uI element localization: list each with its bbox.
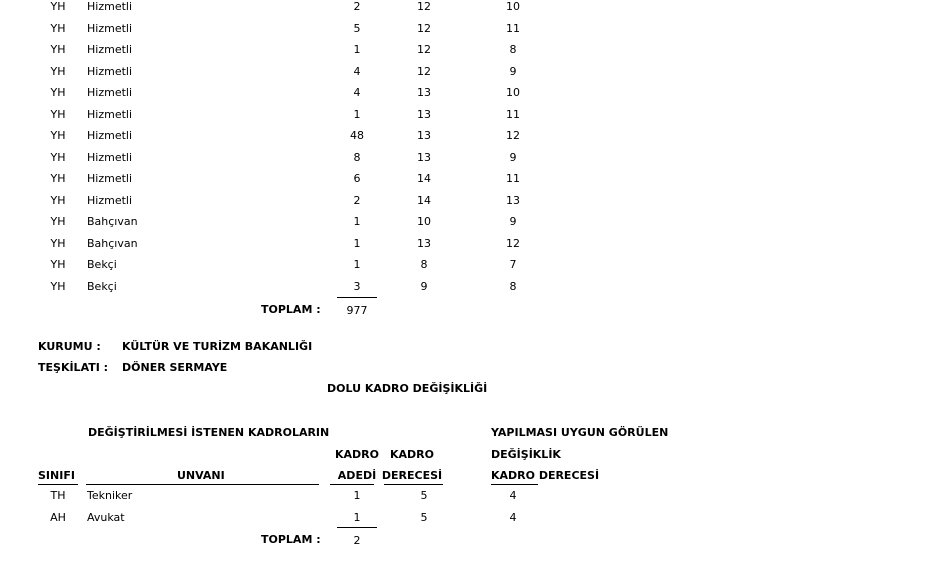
- cell-uygun: 9: [509, 215, 517, 228]
- unvani-underline: [86, 484, 319, 485]
- cell-sinif: YH: [50, 258, 66, 271]
- cell-derece: 13: [417, 86, 431, 99]
- cell-sinif: YH: [50, 279, 66, 293]
- cell-derece: 14: [417, 193, 431, 207]
- cell-unvan: Hizmetli: [87, 64, 133, 78]
- cell-adet: 1: [353, 215, 361, 228]
- cell-uygun: 10: [506, 0, 520, 13]
- cell-derece: 9: [420, 279, 428, 293]
- cell-adet: 1: [353, 511, 361, 524]
- bottom-total-rule: [337, 527, 377, 528]
- top-total-rule: [337, 297, 377, 298]
- cell-adet: 1: [353, 107, 361, 121]
- cell-uygun: 12: [506, 236, 520, 250]
- cell-uygun: 8: [509, 43, 517, 56]
- cell-adet: 1: [353, 43, 361, 56]
- cell-unvan: Hizmetli: [87, 172, 133, 185]
- section-title: DOLU KADRO DEĞİŞİKLİĞİ: [327, 382, 488, 395]
- cell-derece: 12: [417, 21, 431, 35]
- cell-adet: 2: [353, 193, 361, 207]
- cell-adet: 1: [353, 258, 361, 271]
- kadro-header-2: KADRO: [390, 448, 434, 461]
- bottom-total-value: 2: [353, 534, 361, 547]
- cell-unvan: Hizmetli: [87, 43, 133, 56]
- kadro-derecesi-underline: [491, 484, 538, 485]
- teskilati-label: TEŞKİLATI :: [38, 361, 109, 374]
- cell-derece: 12: [417, 0, 431, 13]
- cell-uygun: 9: [509, 64, 517, 78]
- cell-unvan: Tekniker: [87, 489, 133, 502]
- top-total-label: TOPLAM :: [261, 303, 321, 316]
- cell-derece: 12: [417, 64, 431, 78]
- cell-adet: 1: [353, 236, 361, 250]
- cell-adet: 5: [353, 21, 361, 35]
- cell-sinif: YH: [50, 107, 66, 121]
- cell-derece: 13: [417, 150, 431, 164]
- cell-unvan: Bahçıvan: [87, 215, 138, 228]
- left-group-header: DEĞİŞTİRİLMESİ İSTENEN KADROLARIN: [88, 426, 330, 439]
- cell-sinif: YH: [50, 0, 66, 13]
- cell-adet: 4: [353, 86, 361, 99]
- derecesi-header: DERECESİ: [381, 469, 443, 482]
- cell-adet: 3: [353, 279, 361, 293]
- kadro-header-1: KADRO: [335, 448, 379, 461]
- cell-uygun: 9: [509, 150, 517, 164]
- cell-uygun: 10: [506, 86, 520, 99]
- cell-adet: 8: [353, 150, 361, 164]
- cell-unvan: Hizmetli: [87, 86, 133, 99]
- cell-uygun: 4: [509, 511, 517, 524]
- teskilati-value: DÖNER SERMAYE: [122, 361, 228, 374]
- cell-uygun: 7: [509, 258, 517, 271]
- cell-unvan: Bekçi: [87, 258, 117, 271]
- cell-uygun: 13: [506, 193, 520, 207]
- cell-uygun: 8: [509, 279, 517, 293]
- cell-unvan: Hizmetli: [87, 129, 133, 142]
- sinifi-header: SINIFI: [38, 469, 75, 482]
- cell-uygun: 4: [509, 489, 517, 502]
- adedi-underline: [330, 484, 374, 485]
- unvani-header: UNVANI: [177, 469, 225, 482]
- cell-sinif: YH: [50, 129, 66, 142]
- sinifi-underline: [38, 484, 78, 485]
- cell-sinif: AH: [50, 511, 66, 524]
- cell-unvan: Avukat: [87, 511, 125, 524]
- cell-uygun: 11: [506, 21, 520, 35]
- cell-unvan: Hizmetli: [87, 193, 133, 207]
- cell-derece: 14: [417, 172, 431, 185]
- cell-adet: 48: [350, 129, 364, 142]
- cell-unvan: Hizmetli: [87, 21, 133, 35]
- cell-derece: 13: [417, 107, 431, 121]
- bottom-total-label: TOPLAM :: [261, 533, 321, 546]
- cell-sinif: YH: [50, 64, 66, 78]
- right-group-header-1: YAPILMASI UYGUN GÖRÜLEN: [491, 426, 669, 439]
- cell-unvan: Bahçıvan: [87, 236, 138, 250]
- cell-uygun: 11: [506, 107, 520, 121]
- cell-derece: 12: [417, 43, 431, 56]
- cell-adet: 1: [353, 489, 361, 502]
- cell-derece: 8: [420, 258, 428, 271]
- cell-uygun: 11: [506, 172, 520, 185]
- top-total-value: 977: [346, 304, 368, 317]
- cell-derece: 13: [417, 236, 431, 250]
- cell-derece: 10: [417, 215, 431, 228]
- cell-sinif: YH: [50, 193, 66, 207]
- cell-adet: 4: [353, 64, 361, 78]
- kurumu-label: KURUMU :: [38, 340, 101, 353]
- cell-sinif: YH: [50, 215, 66, 228]
- cell-sinif: TH: [50, 489, 66, 502]
- kadro-derecesi-header: KADRO DERECESİ: [491, 469, 600, 482]
- cell-adet: 6: [353, 172, 361, 185]
- cell-sinif: YH: [50, 86, 66, 99]
- adedi-header: ADEDİ: [337, 469, 377, 482]
- derecesi-underline: [384, 484, 443, 485]
- cell-sinif: YH: [50, 236, 66, 250]
- cell-unvan: Hizmetli: [87, 150, 133, 164]
- cell-unvan: Hizmetli: [87, 107, 133, 121]
- cell-sinif: YH: [50, 172, 66, 185]
- right-group-header-2: DEĞİŞİKLİK: [491, 448, 561, 461]
- cell-derece: 13: [417, 129, 431, 142]
- cell-unvan: Bekçi: [87, 279, 117, 293]
- cell-derece: 5: [420, 511, 428, 524]
- cell-unvan: Hizmetli: [87, 0, 133, 13]
- cell-uygun: 12: [506, 129, 520, 142]
- cell-sinif: YH: [50, 21, 66, 35]
- cell-adet: 2: [353, 0, 361, 13]
- cell-derece: 5: [420, 489, 428, 502]
- cell-sinif: YH: [50, 43, 66, 56]
- cell-sinif: YH: [50, 150, 66, 164]
- kurumu-value: KÜLTÜR VE TURİZM BAKANLIĞI: [122, 340, 313, 353]
